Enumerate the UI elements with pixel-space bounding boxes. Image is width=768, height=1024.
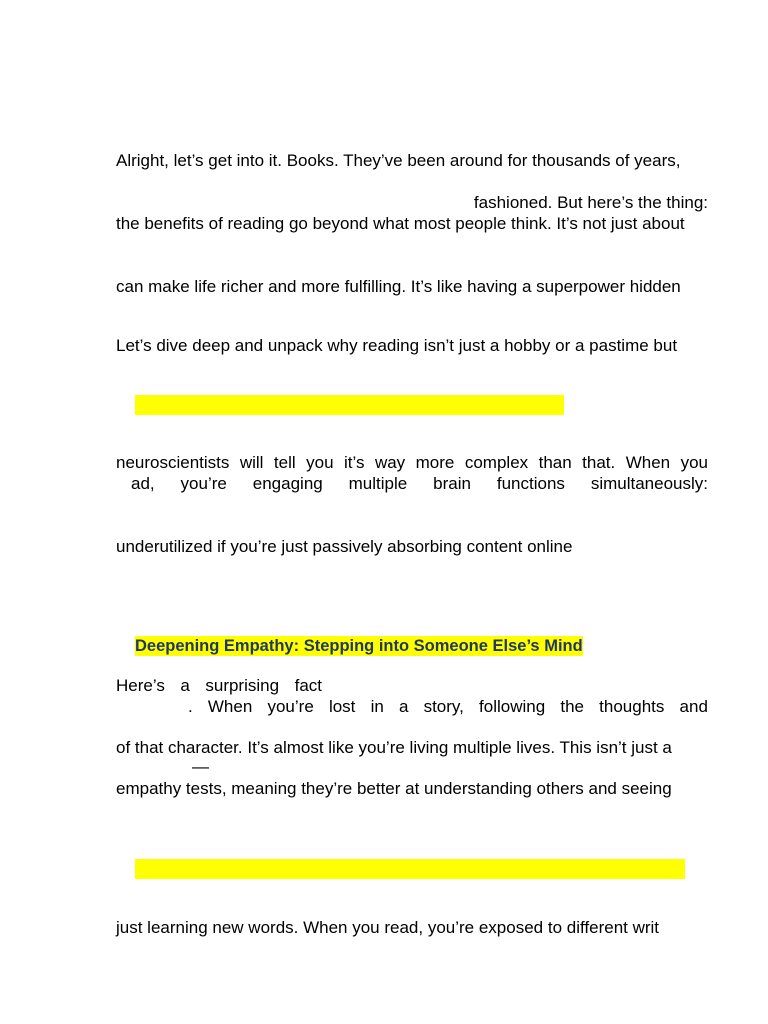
word: multiple	[348, 474, 408, 493]
paragraph-line-justified	[131, 474, 708, 494]
word: When	[207, 697, 253, 716]
highlight-bar	[135, 395, 564, 415]
word: brain	[433, 474, 471, 493]
word: fact	[294, 676, 322, 695]
word: following	[479, 697, 546, 716]
paragraph-line: Let’s dive deep and unpack why reading isn’t just a hobby or a pastime but	[116, 336, 678, 355]
word: surprising	[205, 676, 280, 695]
paragraph-line: underutilized if you’re just passively absorbing content online	[116, 537, 573, 556]
word: a	[180, 676, 190, 695]
em-dash: —	[192, 757, 209, 776]
paragraph-line: neuroscientists will tell you it’s way more complex than that. When you	[116, 453, 708, 472]
paragraph-line: can make life richer and more fulfilling. It’s like having a superpower hidden	[116, 277, 681, 296]
word: thoughts	[599, 697, 665, 716]
paragraph-line: just learning new words. When you read, you’re exposed to different writ	[116, 918, 660, 937]
paragraph-line: the benefits of reading go beyond what most people think. It’s not just about	[116, 214, 685, 233]
word: in	[370, 697, 384, 716]
word: lost	[328, 697, 356, 716]
word: functions	[496, 474, 565, 493]
paragraph-line: Alright, let’s get into it. Books. They’ve been around for thousands of years,	[116, 151, 681, 170]
word: simultaneously:	[590, 474, 708, 493]
paragraph-line-justified	[116, 676, 322, 696]
word: .	[188, 697, 193, 716]
word: you’re	[267, 697, 314, 716]
word: a	[398, 697, 409, 716]
word: Here’s	[116, 676, 165, 695]
word: the	[560, 697, 584, 716]
highlight-bar	[135, 859, 685, 879]
word: engaging	[252, 474, 323, 493]
word: you’re	[180, 474, 227, 493]
word: and	[679, 697, 708, 716]
section-heading: Deepening Empathy: Stepping into Someone Else’s Mind	[135, 637, 583, 655]
paragraph-line: fashioned. But here’s the thing:	[473, 193, 708, 212]
paragraph-line-justified	[188, 697, 708, 717]
word: ad,	[131, 474, 155, 493]
word: story,	[423, 697, 464, 716]
paragraph-line: empathy tests, meaning they’re better at understanding others and seeing	[116, 779, 672, 798]
paragraph-line: of that character. It’s almost like you’re living multiple lives. This isn’t just a	[116, 738, 672, 757]
